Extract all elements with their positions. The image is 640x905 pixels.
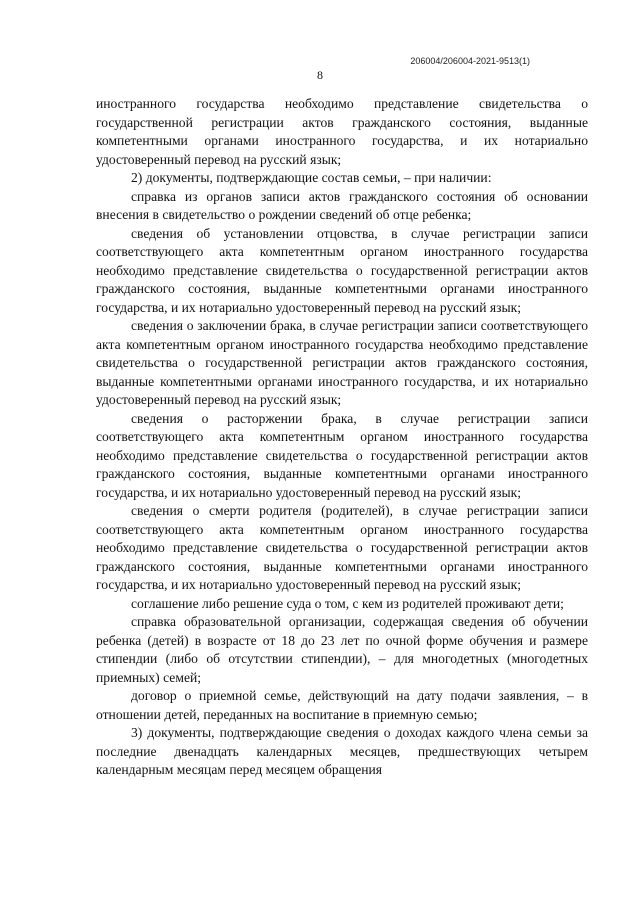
paragraph: договор о приемной семье, действующий на дату подачи заявления, – в отношении детей, переданных на воспитание в приемную семью; (96, 688, 588, 722)
page-number: 8 (317, 68, 323, 82)
paragraph: соглашение либо решение суда о том, с кем из родителей проживают дети; (131, 595, 564, 611)
paragraph: справка образовательной организации, содержащая сведения об обучении ребенка (детей) в возрасте от 18 до 23 лет по очной форме обучения и размере стипендии (либо об отсутствии стипендии), – для многодетных (многодетных приемных) семей; (96, 614, 588, 685)
paragraph: иностранного государства необходимо представление свидетельства о государственной регистрации актов гражданского состояния, выданные компетентными органами иностранного государства, и их нотариально удостоверенный перевод на русский язык; (96, 96, 588, 167)
paragraph: сведения о расторжении брака, в случае регистрации записи соответствующего акта компетентным органом иностранного государства необходимо представление свидетельства о государственной регистрации актов гражданского состояния, выданные компетентными органами иностранного государства, и их нотариально удостоверенный перевод на русский язык; (96, 410, 588, 500)
paragraph: сведения о смерти родителя (родителей), в случае регистрации записи соответствующего акта компетентным органом иностранного государства необходимо представление свидетельства о государственной регистрации актов гражданского состояния, выданные компетентными органами иностранного государства, и их нотариально удостоверенный перевод на русский язык; (96, 503, 588, 592)
paragraph: сведения об установлении отцовства, в случае регистрации записи соответствующего акта компетентным органом иностранного государства необходимо представление свидетельства о государственной регистрации актов гражданского состояния, выданные компетентными органами иностранного государства, и их нотариально удостоверенный перевод на русский язык; (96, 225, 588, 315)
paragraph: 3) документы, подтверждающие сведения о доходах каждого члена семьи за последние двенадцать календарных месяцев, предшествующих четырем календарным месяцам перед месяцем обращения (96, 725, 588, 777)
paragraph: сведения о заключении брака, в случае регистрации записи соответствующего акта компетентным органом иностранного государства необходимо представление свидетельства о государственной регистрации актов гражданского состояния, выданные компетентными органами иностранного государства, и их нотариально удостоверенный перевод на русский язык; (96, 318, 588, 407)
document-body (96, 95, 588, 780)
paragraph: справка из органов записи актов гражданского состояния об основании внесения в свидетельство о рождении сведений об отце ребенка; (96, 188, 588, 222)
paragraph: 2) документы, подтверждающие состав семьи, – при наличии: (131, 170, 492, 185)
document-id: 206004/206004-2021-9513(1) (410, 56, 530, 66)
